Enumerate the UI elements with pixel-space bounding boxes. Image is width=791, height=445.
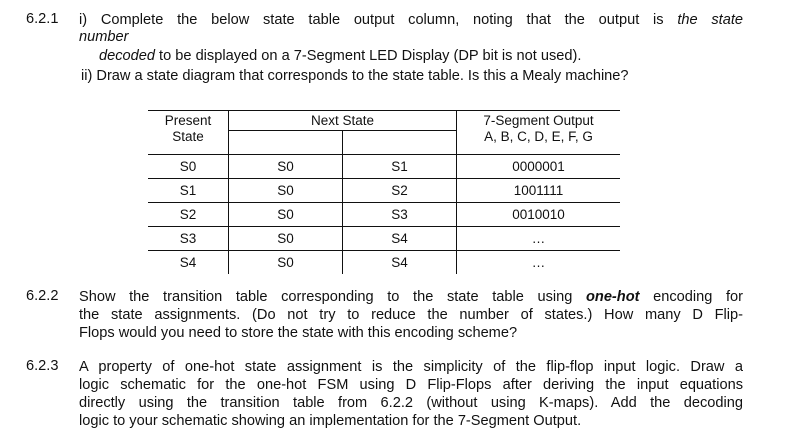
output-cell: 0000001 <box>457 155 621 179</box>
emphasis-text: number <box>79 29 129 45</box>
present-state-cell: S2 <box>148 203 229 227</box>
next-state-cell: S0 <box>229 227 343 251</box>
output-header <box>457 111 621 155</box>
next-state-cell: S0 <box>229 251 343 275</box>
output-cell: 0010010 <box>457 203 621 227</box>
present-state-cell: S1 <box>148 179 229 203</box>
question-number: 6.2.3 <box>26 358 59 374</box>
next-state-cell: S2 <box>343 179 457 203</box>
present-state-cell: S0 <box>148 155 229 179</box>
question-text-line <box>79 288 743 306</box>
question-number: 6.2.2 <box>26 288 59 304</box>
next-state-cell: S4 <box>343 251 457 275</box>
output-cell: … <box>457 251 621 275</box>
next-state-cell: S0 <box>229 203 343 227</box>
table-row <box>148 227 620 251</box>
question-text-line: Flops would you need to store the state with this encoding scheme? <box>79 325 518 341</box>
header-text: State <box>172 129 204 144</box>
present-state-cell: S4 <box>148 251 229 275</box>
emphasis-text: the state <box>677 12 743 28</box>
header-text: A, B, C, D, E, F, G <box>484 129 593 144</box>
table-row <box>148 179 620 203</box>
table-row <box>148 155 620 179</box>
question-number: 6.2.1 <box>26 11 59 27</box>
present-state-cell: S3 <box>148 227 229 251</box>
next-state-input-1-header <box>343 131 457 155</box>
header-row <box>148 111 620 131</box>
emphasis-text: decoded <box>99 48 155 64</box>
question-text-line: A property of one-hot state assignment is the simplicity of the flip-flop input logic. Draw a <box>79 359 743 375</box>
output-cell: … <box>457 227 621 251</box>
text: Show the transition table corresponding to the state table using <box>79 289 586 305</box>
text: i) Complete the below state table output column, noting that the output is <box>79 12 678 28</box>
text: encoding for <box>639 289 743 305</box>
next-state-cell: S0 <box>229 179 343 203</box>
next-state-input-0-header <box>229 131 343 155</box>
question-text-line: the state assignments. (Do not try to reduce the number of states.) How many D Flip- <box>79 307 743 323</box>
present-state-header <box>148 111 229 155</box>
question-text-line: ii) Draw a state diagram that corresponds to the state table. Is this a Mealy machine? <box>81 68 629 84</box>
question-text-line: logic to your schematic showing an implementation for the 7-Segment Output. <box>79 413 582 429</box>
question-text-line <box>99 47 743 65</box>
next-state-cell: S3 <box>343 203 457 227</box>
table-row <box>148 251 620 275</box>
next-state-cell: S0 <box>229 155 343 179</box>
header-text: Present <box>164 113 212 128</box>
table-row <box>148 203 620 227</box>
question-text-line <box>79 28 743 46</box>
text: to be displayed on a 7-Segment LED Display (DP bit is not used). <box>155 48 582 64</box>
next-state-header: Next State <box>229 111 457 131</box>
question-text-line <box>79 11 743 29</box>
next-state-cell: S4 <box>343 227 457 251</box>
state-table <box>148 110 620 274</box>
question-text-line: logic schematic for the one-hot FSM using D Flip-Flops after deriving the input equations <box>79 377 743 393</box>
emphasis-text: one-hot <box>585 289 640 305</box>
next-state-cell: S1 <box>343 155 457 179</box>
output-cell: 1001111 <box>457 179 621 203</box>
header-text: 7-Segment Output <box>483 113 594 128</box>
question-text-line: directly using the transition table from 6.2.2 (without using K-maps). Add the decoding <box>79 395 743 411</box>
